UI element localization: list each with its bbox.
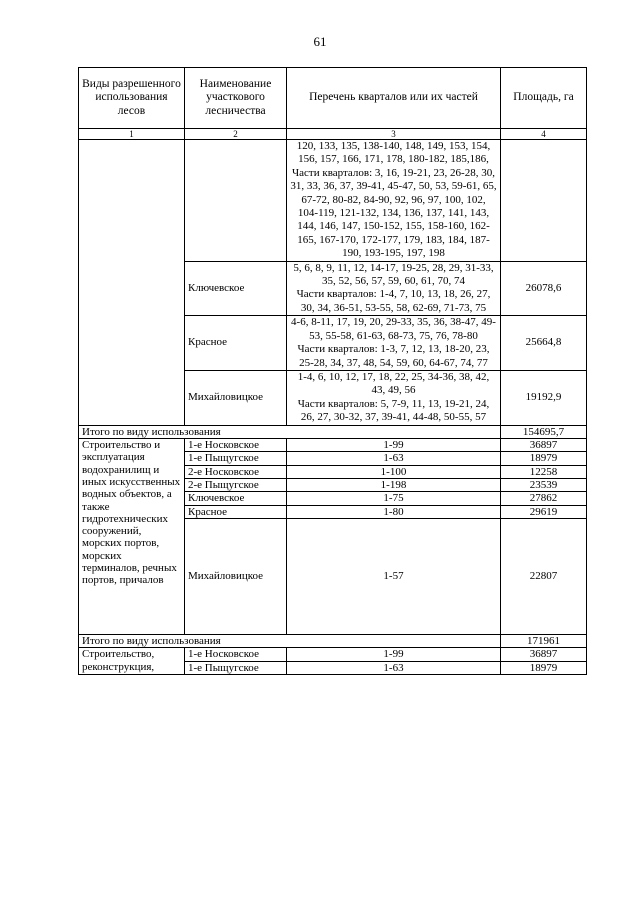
quarter-parts-list: Части кварталов: 5, 7-9, 11, 13, 19-21, 24, 26, 27, 30-32, 37, 39-41, 44-48, 50-55, 57 (297, 397, 490, 424)
area-cell: 19192,9 (501, 370, 587, 425)
area-cell: 26078,6 (501, 261, 587, 316)
area-cell: 18979 (501, 452, 587, 465)
quarters-cell: 1-198 (287, 478, 501, 491)
header-area: Площадь, га (501, 68, 587, 129)
quarters-cell: 1-57 (287, 518, 501, 634)
quarters-cell: 1-80 (287, 505, 501, 518)
area-cell: 36897 (501, 439, 587, 452)
use-type-cell: Строительство и эксплуатация водохранилищ и иных искусственных водных объектов, а также гидротехнических сооружений, морских портов, морских терминалов, речных портов, причалов (79, 439, 185, 635)
table-header-row (79, 68, 587, 129)
quarter-parts-list: Части кварталов: 3, 16, 19-21, 23, 26-28, 30, 31, 33, 36, 37, 39-41, 45-47, 50, 53, 59-61, 65, 67-72, 80-82, 84-90, 92, 96, 97, 100, 102, 104-119, 121-132, 134, 136, 137, 141, 143, 144, 146, 147, 150-152, 155, 158-160, 162-165, 167-170, 172-177, 179, 183, 184, 187-190, 193-195, 197, 198 (290, 166, 497, 260)
forestry-cell: Михайловицкое (185, 370, 287, 425)
use-type-cell: Строительство, реконструкция, (79, 648, 185, 675)
header-use-type: Виды разрешенного использования лесов (79, 68, 185, 129)
area-cell: 27862 (501, 492, 587, 505)
column-number: 2 (185, 129, 287, 140)
quarters-list: 1-4, 6, 10, 12, 17, 18, 22, 25, 34-36, 38, 42, 43, 49, 56 (297, 370, 490, 397)
forestry-cell: 1-е Носковское (185, 439, 287, 452)
area-cell: 23539 (501, 478, 587, 491)
table-row (79, 648, 587, 661)
forestry-cell: Михайловицкое (185, 518, 287, 634)
forestry-cell: Ключевское (185, 492, 287, 505)
total-label: Итого по виду использования (79, 425, 501, 439)
area-cell: 12258 (501, 465, 587, 478)
total-label: Итого по виду использования (79, 634, 501, 648)
quarters-cell: 1-99 (287, 439, 501, 452)
forestry-cell: 2-е Носковское (185, 465, 287, 478)
forest-use-table (78, 67, 587, 675)
quarter-parts-list: Части кварталов: 1-4, 7, 10, 13, 18, 26, 27, 30, 34, 36-51, 53-55, 58, 62-69, 71-73, 75 (296, 288, 491, 314)
forestry-cell: Красное (185, 316, 287, 371)
quarter-parts-list: Части кварталов: 1-3, 7, 12, 13, 18-20, 23, 25-28, 34, 37, 48, 54, 59, 60, 64-67, 74, 77 (297, 343, 490, 369)
page-number: 61 (313, 34, 327, 49)
forestry-cell (185, 140, 287, 262)
area-cell: 29619 (501, 505, 587, 518)
quarters-cell: 1-75 (287, 492, 501, 505)
table-row (79, 140, 587, 262)
area-cell: 25664,8 (501, 316, 587, 371)
total-row (79, 634, 587, 648)
forestry-cell: 1-е Носковское (185, 648, 287, 661)
quarters-cell: 1-63 (287, 661, 501, 674)
header-forestry: Наименование участкового лесничества (185, 68, 287, 129)
total-value: 154695,7 (501, 425, 587, 439)
area-cell: 18979 (501, 661, 587, 674)
column-number: 1 (79, 129, 185, 140)
quarters-cell: 1-63 (287, 452, 501, 465)
header-quarters: Перечень кварталов или их частей (287, 68, 501, 129)
forestry-cell: Ключевское (185, 261, 287, 316)
total-row (79, 425, 587, 439)
area-cell (501, 140, 587, 262)
area-cell: 22807 (501, 518, 587, 634)
forestry-cell: 2-е Пыщугское (185, 478, 287, 491)
total-value: 171961 (501, 634, 587, 648)
area-cell: 36897 (501, 648, 587, 661)
column-number: 4 (501, 129, 587, 140)
column-number: 3 (287, 129, 501, 140)
forestry-cell: 1-е Пыщугское (185, 452, 287, 465)
quarters-cell: 1-99 (287, 648, 501, 661)
forestry-cell: Красное (185, 505, 287, 518)
quarters-cell (287, 316, 501, 371)
quarters-cell (287, 261, 501, 316)
quarters-list: 4-6, 8-11, 17, 19, 20, 29-33, 35, 36, 38-47, 49-53, 55-58, 61-63, 68-73, 75, 76, 78-80 (291, 316, 496, 342)
use-type-cell (79, 140, 185, 426)
quarters-list: 120, 133, 135, 138-140, 148, 149, 153, 154, 156, 157, 166, 171, 178, 180-182, 185,186, (296, 140, 491, 166)
forestry-cell: 1-е Пыщугское (185, 661, 287, 674)
table-row (79, 439, 587, 452)
quarters-cell: 1-100 (287, 465, 501, 478)
quarters-cell (287, 370, 501, 425)
column-number-row (79, 129, 587, 140)
quarters-list: 5, 6, 8, 9, 11, 12, 14-17, 19-25, 28, 29, 31-33, 35, 52, 56, 57, 59, 60, 61, 70, 74 (293, 261, 494, 288)
quarters-cell (287, 140, 501, 262)
